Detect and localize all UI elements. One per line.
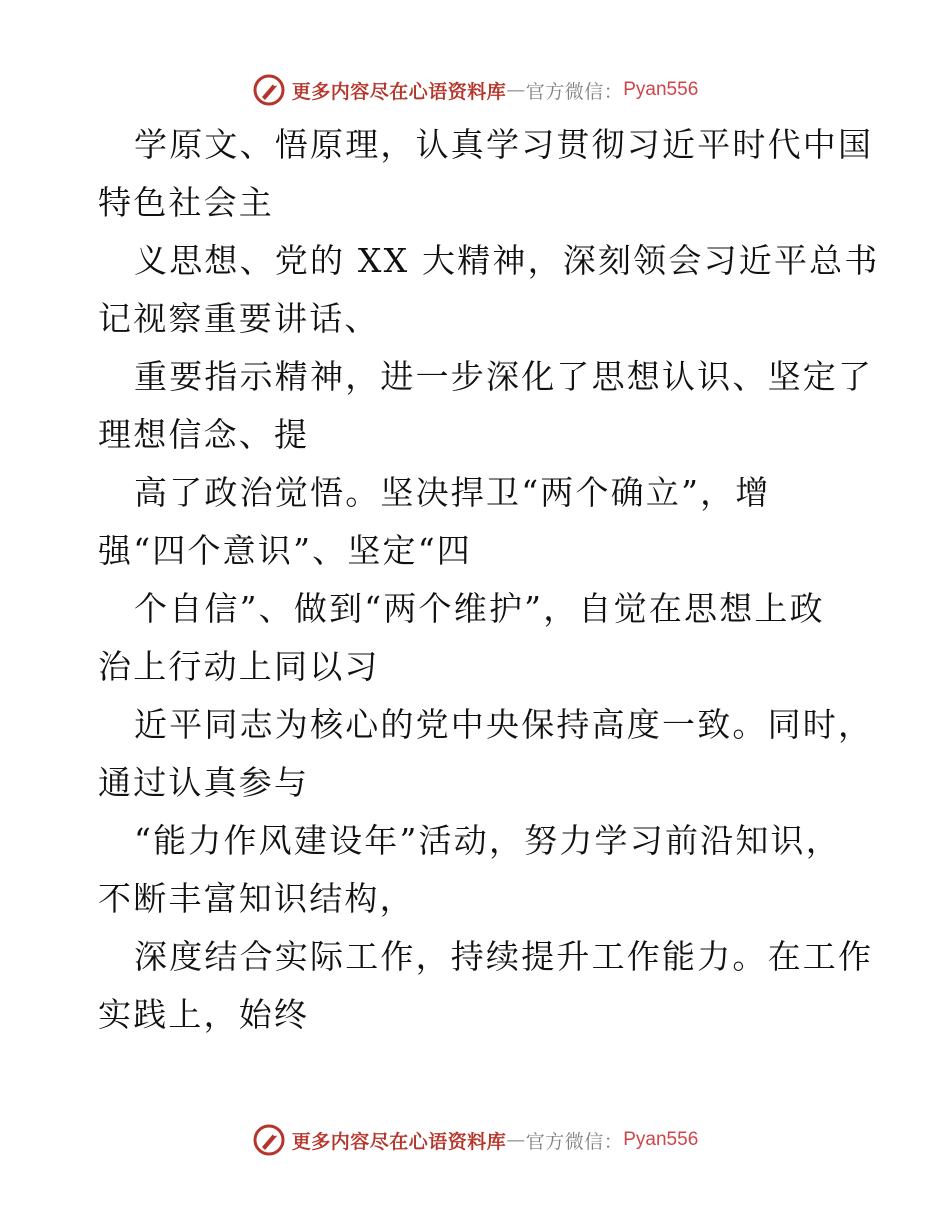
footer-wechat-id: Pyan556	[623, 1129, 699, 1150]
text-line: 义思想、党的 XX 大精神，深刻领会习近平总书	[134, 241, 880, 280]
text-line: 重要指示精神，进一步深化了思想认识、坚定了	[134, 357, 874, 396]
text-line: 特色社会主	[98, 183, 274, 222]
footer-brand-text: 更多内容尽在心语资料库	[291, 1130, 507, 1153]
text-line: 通过认真参与	[98, 763, 310, 802]
text-line: 记视察重要讲话、	[98, 299, 380, 338]
pen-nib-logo-icon	[252, 73, 286, 107]
text-line: 不断丰富知识结构，	[98, 879, 415, 918]
text-line: “能力作风建设年”活动，努力学习前沿知识，	[134, 821, 841, 860]
footer-wechat-label: 官方微信：	[525, 1130, 624, 1153]
text-line: 个自信”、做到“两个维护”，自觉在思想上政	[134, 589, 825, 628]
pen-nib-logo-icon	[252, 1123, 286, 1157]
header-wechat-label: 官方微信：	[525, 80, 624, 103]
body-text	[98, 116, 880, 1044]
text-line: 实践上，始终	[98, 995, 310, 1034]
header-wechat-id: Pyan556	[623, 79, 699, 100]
text-line: 深度结合实际工作，持续提升工作能力。在工作	[134, 937, 874, 976]
text-line: 强“四个意识”、坚定“四	[98, 531, 473, 570]
page-footer	[0, 1120, 950, 1160]
text-line: 高了政治觉悟。坚决捍卫“两个确立”，增	[134, 473, 771, 512]
text-line: 治上行动上同以习	[98, 647, 380, 686]
text-line: 近平同志为核心的党中央保持高度一致。同时，	[134, 705, 874, 744]
page-header	[0, 70, 950, 110]
header-dash: —	[506, 79, 526, 101]
text-line: 学原文、悟原理，认真学习贯彻习近平时代中国	[134, 125, 874, 164]
text-line: 理想信念、提	[98, 415, 310, 454]
footer-dash: —	[506, 1129, 526, 1151]
header-brand-text: 更多内容尽在心语资料库	[291, 80, 507, 103]
